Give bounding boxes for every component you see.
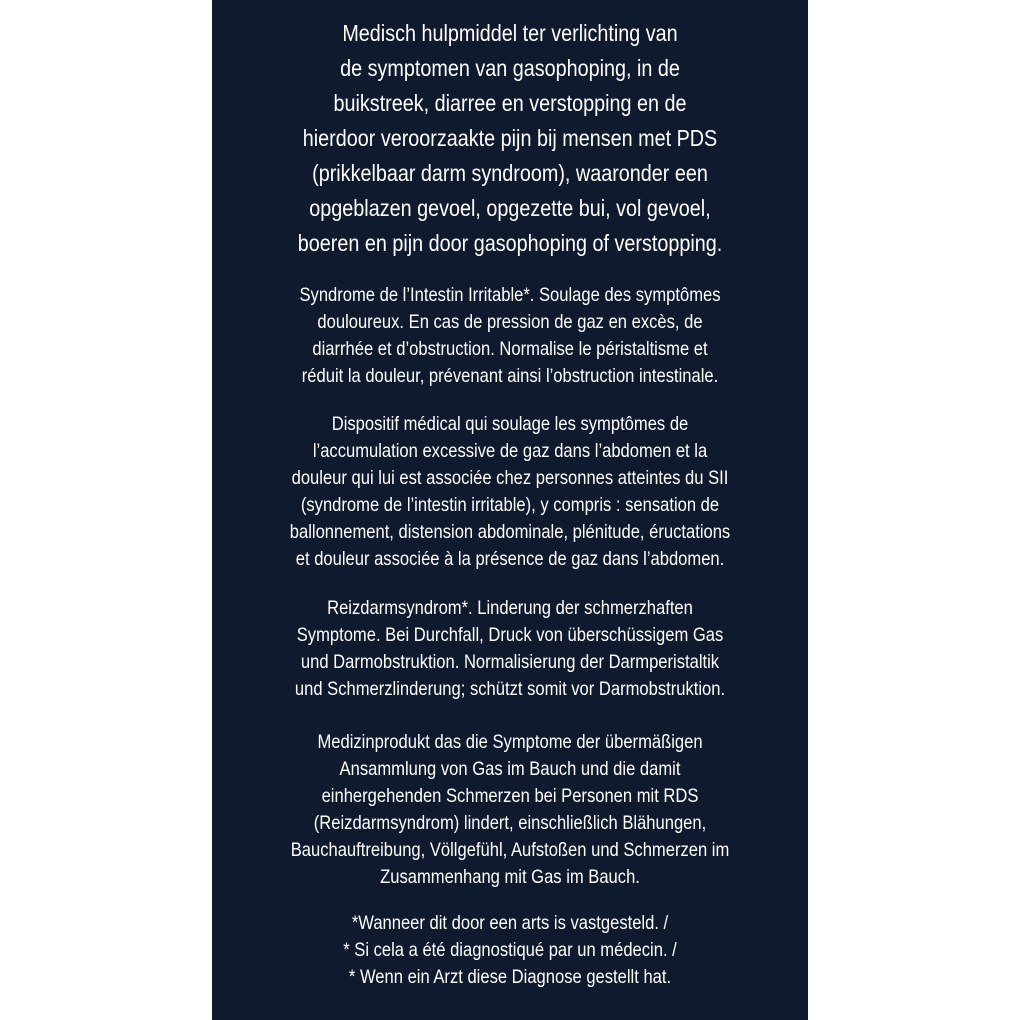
text-line: ballonnement, distension abdominale, plénitude, éructations <box>289 521 731 543</box>
text-line: Syndrome de l’Intestin Irritable*. Soulage des symptômes <box>299 284 721 306</box>
text-line: de symptomen van gasophoping, in de <box>340 55 680 81</box>
text-line: (Reizdarmsyndrom) lindert, einschließlich Blähungen, <box>313 812 707 834</box>
text-line: Ansammlung von Gas im Bauch und die damit <box>339 758 681 780</box>
text-line: boeren en pijn door gasophoping of verstopping. <box>297 230 723 256</box>
text-line: douloureux. En cas de pression de gaz en excès, de <box>317 311 703 333</box>
text-line: hierdoor veroorzaakte pijn bij mensen met PDS <box>302 125 718 151</box>
footnote-line: * Wenn ein Arzt diese Diagnose gestellt hat. <box>348 966 672 988</box>
text-line: Bauchauftreibung, Völlgefühl, Aufstoßen und Schmerzen im <box>290 839 730 861</box>
text-line: opgeblazen gevoel, opgezette bui, vol gevoel, <box>309 195 711 221</box>
text-line: (prikkelbaar darm syndroom), waaronder een <box>312 160 708 186</box>
text-line: und Darmobstruktion. Normalisierung der Darmperistaltik <box>300 651 720 673</box>
text-line: Dispositif médical qui soulage les symptômes de <box>331 413 689 435</box>
text-line: und Schmerzlinderung; schützt somit vor Darmobstruktion. <box>294 678 726 700</box>
text-line: réduit la douleur, prévenant ainsi l’obstruction intestinale. <box>301 365 719 387</box>
leaflet-text-panel <box>212 0 808 1020</box>
text-line: Medisch hulpmiddel ter verlichting van <box>342 20 678 46</box>
text-line: einhergehenden Schmerzen bei Personen mit RDS <box>321 785 699 807</box>
text-line: Symptome. Bei Durchfall, Druck von überschüssigem Gas <box>296 624 724 646</box>
text-line: buikstreek, diarree en verstopping en de <box>333 90 687 116</box>
text-line: douleur qui lui est associée chez personnes atteintes du SII <box>291 467 729 489</box>
footnote-line: *Wanneer dit door een arts is vastgesteld. / <box>351 912 669 934</box>
text-line: Medizinprodukt das die Symptome der übermäßigen <box>317 731 703 753</box>
text-line: Reizdarmsyndrom*. Linderung der schmerzhaften <box>327 597 693 619</box>
text-line: l’accumulation excessive de gaz dans l’abdomen et la <box>312 440 708 462</box>
text-line: et douleur associée à la présence de gaz dans l’abdomen. <box>295 548 725 570</box>
text-line: Zusammenhang mit Gas im Bauch. <box>380 866 640 888</box>
text-line: (syndrome de l’intestin irritable), y compris : sensation de <box>300 494 720 516</box>
text-line: diarrhée et d’obstruction. Normalise le péristaltisme et <box>312 338 708 360</box>
footnote-line: * Si cela a été diagnostiqué par un médecin. / <box>343 939 677 961</box>
